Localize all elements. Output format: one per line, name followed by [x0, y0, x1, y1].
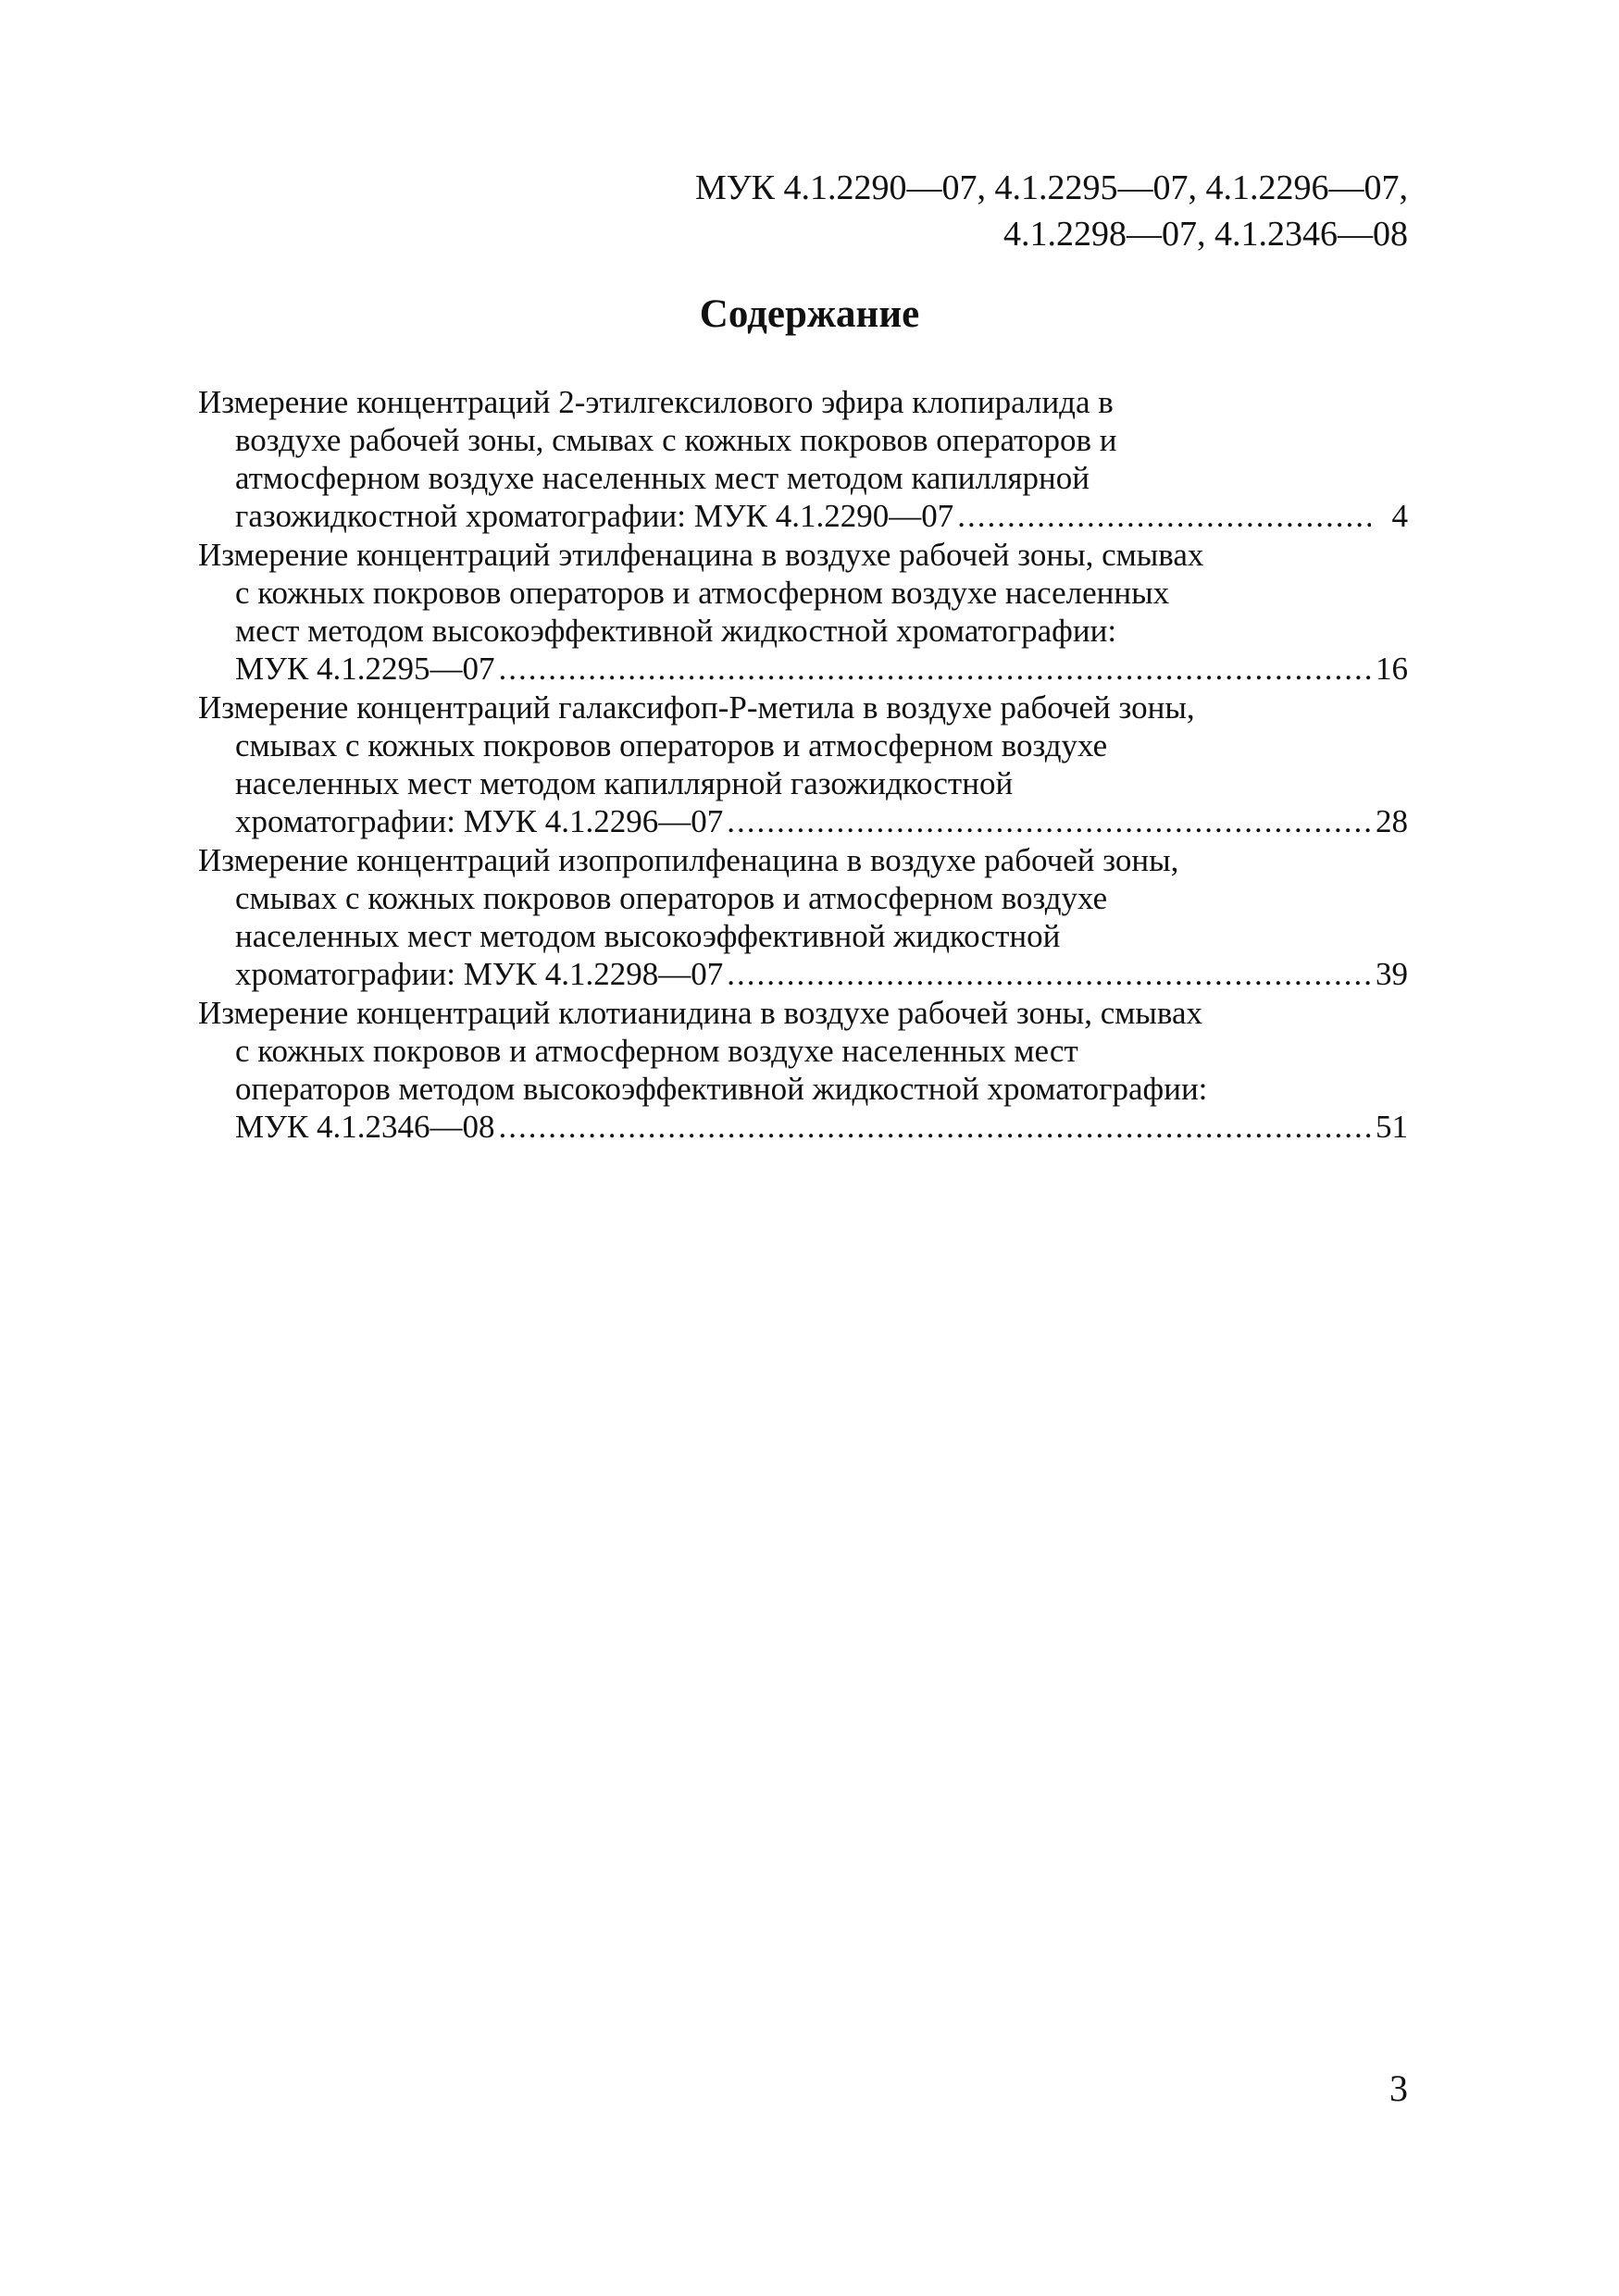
toc-entry-text-line: мест методом высокоэффективной жидкостной хроматографии:: [235, 613, 1117, 649]
toc-entry-last-line: [198, 650, 1408, 688]
toc-entry-text-line: Измерение концентраций 2-этилгексилового эфира клопиралида в: [198, 384, 1114, 420]
toc-entry-text-line: хроматографии: МУК 4.1.2298—07: [235, 956, 724, 992]
document-code-line-1: МУК 4.1.2290—07, 4.1.2295—07, 4.1.2296—07,: [694, 168, 1408, 207]
toc-entry-text-line: Измерение концентраций изопропилфенацина в воздухе рабочей зоны,: [198, 842, 1179, 878]
toc-entry-text-line: с кожных покровов и атмосферном воздухе населенных мест: [235, 1033, 1078, 1069]
toc-page-number: 51: [1376, 1109, 1408, 1145]
toc-entry-text-line: Измерение концентраций галаксифоп-Р-метила в воздухе рабочей зоны,: [198, 689, 1195, 726]
toc-page-number: 16: [1376, 651, 1408, 687]
dot-leader: [957, 497, 1371, 535]
toc-page-number: 39: [1376, 956, 1408, 992]
toc-entry-text-line: МУК 4.1.2295—07: [235, 651, 495, 687]
toc-entry-2[interactable]: [198, 536, 1408, 688]
toc-entry-1[interactable]: [198, 383, 1408, 535]
table-of-contents: [198, 383, 1408, 1147]
toc-entry-4[interactable]: [198, 841, 1408, 993]
toc-entry-last-line: [198, 497, 1408, 535]
toc-entry-text-line: хроматографии: МУК 4.1.2296—07: [235, 803, 724, 839]
dot-leader: [499, 650, 1372, 688]
toc-entry-text-line: операторов методом высокоэффективной жидкостной хроматографии:: [235, 1071, 1208, 1107]
toc-entry-5[interactable]: [198, 994, 1408, 1146]
toc-entry-text-line: населенных мест методом высокоэффективной жидкостной: [235, 918, 1061, 954]
toc-entry-text-line: с кожных покровов операторов и атмосферном воздухе населенных: [235, 575, 1170, 611]
toc-page-number: 28: [1376, 803, 1408, 839]
document-code-line-2: 4.1.2298—07, 4.1.2346—08: [1003, 215, 1408, 254]
toc-entry-last-line: [198, 1108, 1408, 1146]
toc-entry-last-line: [198, 955, 1408, 993]
toc-entry-text-line: атмосферном воздухе населенных мест методом капиллярной: [235, 460, 1090, 496]
toc-entry-text-line: Измерение концентраций клотианидина в воздухе рабочей зоны, смывах: [198, 995, 1202, 1031]
toc-entry-text-line: смывах с кожных покровов операторов и атмосферном воздухе: [235, 727, 1108, 763]
toc-entry-text-line: Измерение концентраций этилфенацина в воздухе рабочей зоны, смывах: [198, 537, 1204, 573]
toc-entry-3[interactable]: [198, 689, 1408, 840]
page-title: Содержание: [699, 292, 920, 336]
toc-entry-text-line: смывах с кожных покровов операторов и атмосферном воздухе: [235, 880, 1108, 916]
toc-entry-text-line: МУК 4.1.2346—08: [235, 1109, 495, 1145]
toc-page-number: 4: [1391, 498, 1408, 534]
toc-entry-text-line: газожидкостной хроматографии: МУК 4.1.2290—07: [235, 498, 954, 534]
document-code-header: [695, 165, 1408, 257]
toc-entry-last-line: [198, 802, 1408, 840]
page-number: 3: [1389, 2067, 1408, 2109]
dot-leader: [499, 1108, 1372, 1146]
toc-entry-text-line: воздухе рабочей зоны, смывах с кожных покровов операторов и: [235, 422, 1117, 458]
dot-leader: [727, 955, 1371, 993]
dot-leader: [727, 802, 1371, 840]
toc-entry-text-line: населенных мест методом капиллярной газожидкостной: [235, 765, 1014, 801]
